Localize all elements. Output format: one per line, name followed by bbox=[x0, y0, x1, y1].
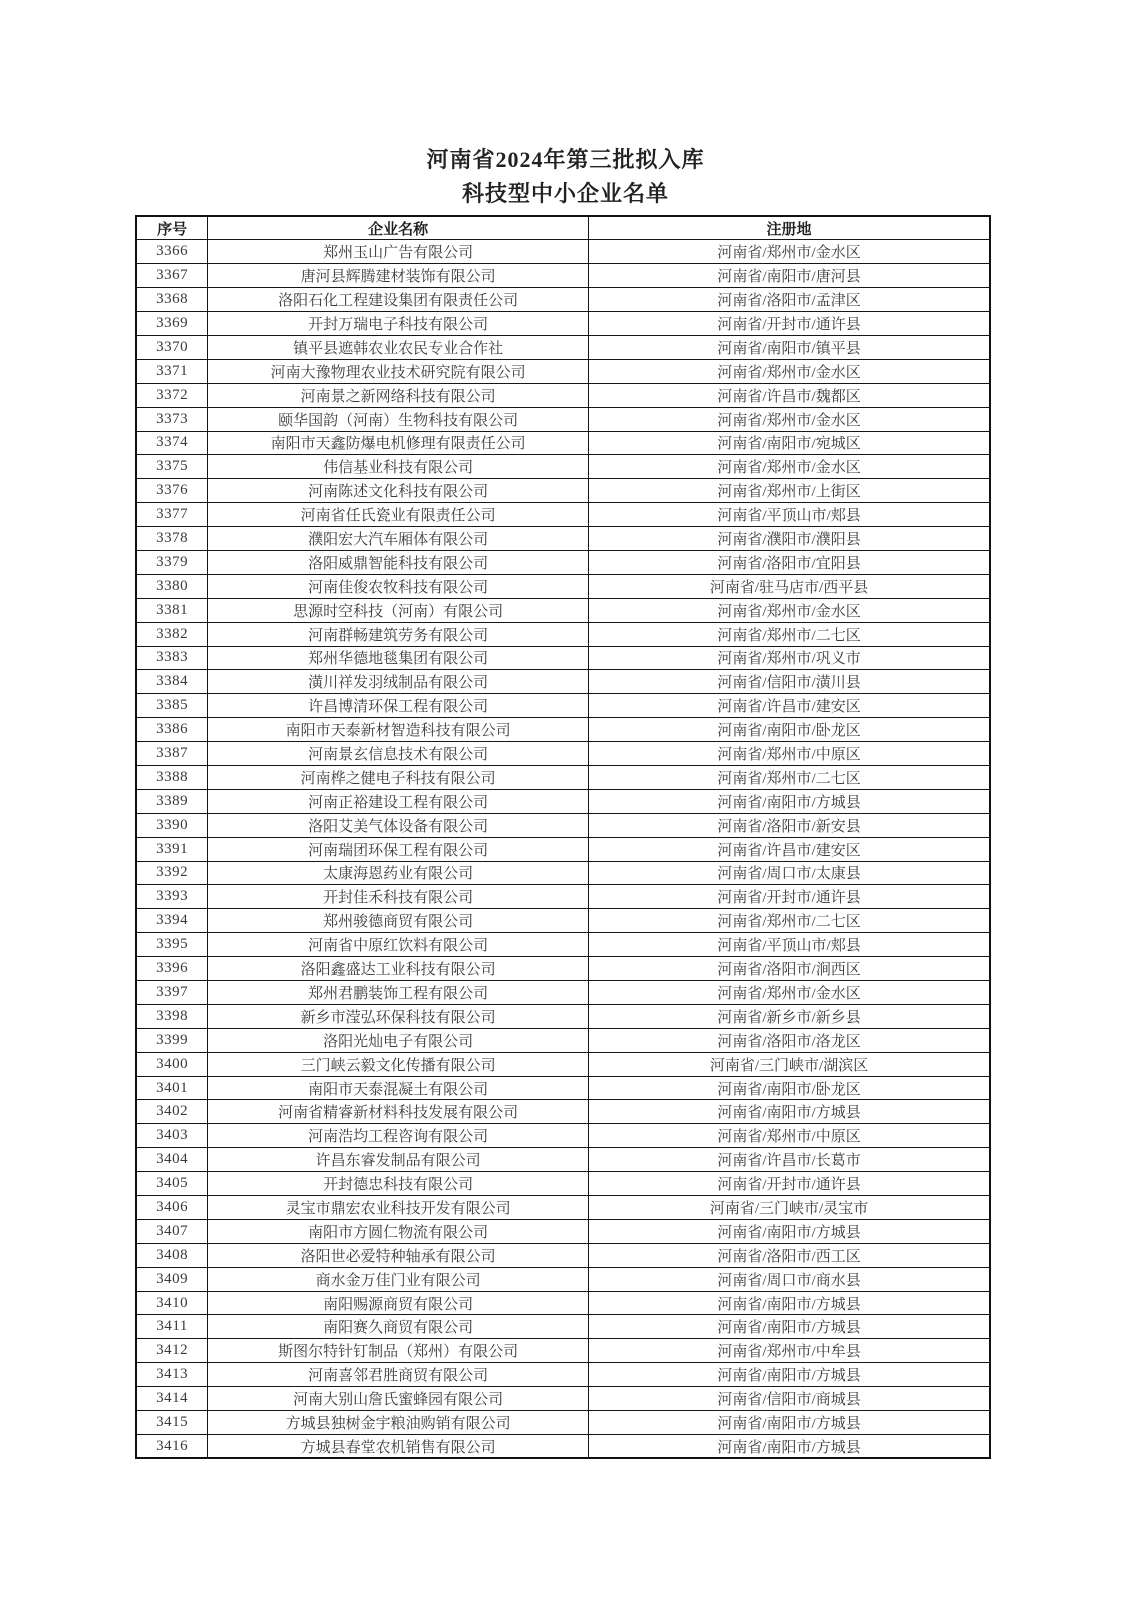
cell-registration-place: 河南省/平顶山市/郏县 bbox=[589, 933, 990, 957]
cell-registration-place: 河南省/郑州市/二七区 bbox=[589, 909, 990, 933]
cell-company-name: 许昌东睿发制品有限公司 bbox=[208, 1148, 589, 1172]
cell-registration-place: 河南省/南阳市/方城县 bbox=[589, 1100, 990, 1124]
cell-serial: 3396 bbox=[136, 957, 208, 981]
cell-company-name: 新乡市滢弘环保科技有限公司 bbox=[208, 1004, 589, 1028]
cell-company-name: 南阳市天泰新材智造科技有限公司 bbox=[208, 718, 589, 742]
cell-serial: 3383 bbox=[136, 646, 208, 670]
document-title-line2: 科技型中小企业名单 bbox=[461, 181, 669, 206]
cell-registration-place: 河南省/南阳市/唐河县 bbox=[589, 264, 990, 288]
cell-registration-place: 河南省/南阳市/方城县 bbox=[589, 789, 990, 813]
cell-serial: 3384 bbox=[136, 670, 208, 694]
table-row bbox=[136, 1148, 990, 1172]
cell-company-name: 南阳赐源商贸有限公司 bbox=[208, 1291, 589, 1315]
cell-serial: 3409 bbox=[136, 1267, 208, 1291]
cell-serial: 3366 bbox=[136, 240, 208, 264]
cell-registration-place: 河南省/三门峡市/湖滨区 bbox=[589, 1052, 990, 1076]
cell-serial: 3403 bbox=[136, 1124, 208, 1148]
table-row bbox=[136, 909, 990, 933]
cell-company-name: 河南陈述文化科技有限公司 bbox=[208, 479, 589, 503]
cell-registration-place: 河南省/郑州市/中牟县 bbox=[589, 1339, 990, 1363]
table-row bbox=[136, 933, 990, 957]
cell-registration-place: 河南省/洛阳市/洛龙区 bbox=[589, 1028, 990, 1052]
table-row bbox=[136, 479, 990, 503]
cell-serial: 3395 bbox=[136, 933, 208, 957]
cell-serial: 3372 bbox=[136, 383, 208, 407]
company-list-table bbox=[135, 215, 991, 1459]
table-row bbox=[136, 718, 990, 742]
cell-registration-place: 河南省/开封市/通许县 bbox=[589, 885, 990, 909]
table-row bbox=[136, 1100, 990, 1124]
cell-registration-place: 河南省/南阳市/镇平县 bbox=[589, 335, 990, 359]
cell-registration-place: 河南省/南阳市/方城县 bbox=[589, 1434, 990, 1458]
cell-registration-place: 河南省/洛阳市/宜阳县 bbox=[589, 550, 990, 574]
cell-company-name: 许昌博清环保工程有限公司 bbox=[208, 694, 589, 718]
cell-company-name: 洛阳威鼎智能科技有限公司 bbox=[208, 550, 589, 574]
table-row bbox=[136, 1076, 990, 1100]
cell-company-name: 郑州骏德商贸有限公司 bbox=[208, 909, 589, 933]
cell-registration-place: 河南省/南阳市/方城县 bbox=[589, 1363, 990, 1387]
cell-company-name: 伟信基业科技有限公司 bbox=[208, 455, 589, 479]
cell-serial: 3386 bbox=[136, 718, 208, 742]
cell-company-name: 河南群畅建筑劳务有限公司 bbox=[208, 622, 589, 646]
cell-serial: 3392 bbox=[136, 861, 208, 885]
cell-registration-place: 河南省/周口市/商水县 bbox=[589, 1267, 990, 1291]
table-row bbox=[136, 622, 990, 646]
cell-serial: 3399 bbox=[136, 1028, 208, 1052]
table-row bbox=[136, 1243, 990, 1267]
cell-registration-place: 河南省/南阳市/方城县 bbox=[589, 1291, 990, 1315]
table-row bbox=[136, 312, 990, 336]
cell-company-name: 河南景之新网络科技有限公司 bbox=[208, 383, 589, 407]
table-row bbox=[136, 1339, 990, 1363]
cell-registration-place: 河南省/南阳市/方城县 bbox=[589, 1315, 990, 1339]
cell-registration-place: 河南省/许昌市/建安区 bbox=[589, 694, 990, 718]
cell-registration-place: 河南省/洛阳市/涧西区 bbox=[589, 957, 990, 981]
cell-company-name: 河南佳俊农牧科技有限公司 bbox=[208, 574, 589, 598]
cell-registration-place: 河南省/郑州市/上街区 bbox=[589, 479, 990, 503]
cell-registration-place: 河南省/信阳市/潢川县 bbox=[589, 670, 990, 694]
header-registration-place: 注册地 bbox=[589, 216, 990, 240]
table-row bbox=[136, 1124, 990, 1148]
cell-serial: 3400 bbox=[136, 1052, 208, 1076]
table-row bbox=[136, 1363, 990, 1387]
cell-company-name: 商水金万佳门业有限公司 bbox=[208, 1267, 589, 1291]
cell-serial: 3381 bbox=[136, 598, 208, 622]
cell-company-name: 开封德忠科技有限公司 bbox=[208, 1172, 589, 1196]
table-row bbox=[136, 694, 990, 718]
table-row bbox=[136, 1028, 990, 1052]
cell-registration-place: 河南省/郑州市/巩义市 bbox=[589, 646, 990, 670]
cell-company-name: 南阳市方圆仁物流有限公司 bbox=[208, 1219, 589, 1243]
cell-serial: 3374 bbox=[136, 431, 208, 455]
cell-serial: 3370 bbox=[136, 335, 208, 359]
cell-company-name: 河南喜邻君胜商贸有限公司 bbox=[208, 1363, 589, 1387]
cell-serial: 3378 bbox=[136, 527, 208, 551]
table-row bbox=[136, 598, 990, 622]
cell-serial: 3388 bbox=[136, 765, 208, 789]
table-body bbox=[136, 240, 990, 1458]
cell-registration-place: 河南省/平顶山市/郏县 bbox=[589, 503, 990, 527]
cell-registration-place: 河南省/南阳市/方城县 bbox=[589, 1411, 990, 1435]
cell-registration-place: 河南省/三门峡市/灵宝市 bbox=[589, 1196, 990, 1220]
cell-registration-place: 河南省/郑州市/金水区 bbox=[589, 240, 990, 264]
table-row bbox=[136, 957, 990, 981]
cell-registration-place: 河南省/洛阳市/孟津区 bbox=[589, 288, 990, 312]
cell-serial: 3389 bbox=[136, 789, 208, 813]
cell-company-name: 河南正裕建设工程有限公司 bbox=[208, 789, 589, 813]
cell-registration-place: 河南省/濮阳市/濮阳县 bbox=[589, 527, 990, 551]
cell-serial: 3390 bbox=[136, 813, 208, 837]
cell-registration-place: 河南省/南阳市/卧龙区 bbox=[589, 1076, 990, 1100]
cell-registration-place: 河南省/郑州市/中原区 bbox=[589, 1124, 990, 1148]
cell-company-name: 洛阳世必爱特种轴承有限公司 bbox=[208, 1243, 589, 1267]
table-row bbox=[136, 885, 990, 909]
cell-serial: 3408 bbox=[136, 1243, 208, 1267]
cell-company-name: 濮阳宏大汽车厢体有限公司 bbox=[208, 527, 589, 551]
cell-serial: 3394 bbox=[136, 909, 208, 933]
cell-serial: 3379 bbox=[136, 550, 208, 574]
cell-serial: 3380 bbox=[136, 574, 208, 598]
cell-serial: 3377 bbox=[136, 503, 208, 527]
table-row bbox=[136, 550, 990, 574]
table-row bbox=[136, 359, 990, 383]
cell-company-name: 南阳市天鑫防爆电机修理有限责任公司 bbox=[208, 431, 589, 455]
table-row bbox=[136, 1387, 990, 1411]
cell-company-name: 太康海恩药业有限公司 bbox=[208, 861, 589, 885]
cell-company-name: 河南大别山詹氏蜜蜂园有限公司 bbox=[208, 1387, 589, 1411]
cell-company-name: 河南省任氏瓷业有限责任公司 bbox=[208, 503, 589, 527]
table-row bbox=[136, 670, 990, 694]
header-company-name: 企业名称 bbox=[208, 216, 589, 240]
cell-serial: 3368 bbox=[136, 288, 208, 312]
cell-serial: 3413 bbox=[136, 1363, 208, 1387]
table-row bbox=[136, 288, 990, 312]
cell-serial: 3412 bbox=[136, 1339, 208, 1363]
document-title-line1: 河南省2024年第三批拟入库 bbox=[426, 147, 705, 172]
table-row bbox=[136, 981, 990, 1005]
cell-company-name: 潢川祥发羽绒制品有限公司 bbox=[208, 670, 589, 694]
table-header bbox=[136, 216, 990, 240]
cell-registration-place: 河南省/郑州市/中原区 bbox=[589, 742, 990, 766]
cell-serial: 3405 bbox=[136, 1172, 208, 1196]
table-row bbox=[136, 431, 990, 455]
cell-registration-place: 河南省/南阳市/方城县 bbox=[589, 1219, 990, 1243]
cell-company-name: 洛阳石化工程建设集团有限责任公司 bbox=[208, 288, 589, 312]
cell-serial: 3404 bbox=[136, 1148, 208, 1172]
cell-company-name: 南阳赛久商贸有限公司 bbox=[208, 1315, 589, 1339]
cell-registration-place: 河南省/许昌市/建安区 bbox=[589, 837, 990, 861]
cell-registration-place: 河南省/郑州市/金水区 bbox=[589, 455, 990, 479]
cell-registration-place: 河南省/许昌市/长葛市 bbox=[589, 1148, 990, 1172]
cell-serial: 3367 bbox=[136, 264, 208, 288]
table-row bbox=[136, 1291, 990, 1315]
table-row bbox=[136, 383, 990, 407]
cell-registration-place: 河南省/郑州市/金水区 bbox=[589, 407, 990, 431]
table-row bbox=[136, 264, 990, 288]
cell-registration-place: 河南省/周口市/太康县 bbox=[589, 861, 990, 885]
table-row bbox=[136, 240, 990, 264]
cell-company-name: 南阳市天泰混凝土有限公司 bbox=[208, 1076, 589, 1100]
cell-serial: 3397 bbox=[136, 981, 208, 1005]
table-row bbox=[136, 1411, 990, 1435]
cell-registration-place: 河南省/郑州市/二七区 bbox=[589, 765, 990, 789]
cell-serial: 3385 bbox=[136, 694, 208, 718]
cell-serial: 3410 bbox=[136, 1291, 208, 1315]
cell-company-name: 斯图尔特针钉制品（郑州）有限公司 bbox=[208, 1339, 589, 1363]
cell-registration-place: 河南省/驻马店市/西平县 bbox=[589, 574, 990, 598]
cell-serial: 3402 bbox=[136, 1100, 208, 1124]
cell-serial: 3382 bbox=[136, 622, 208, 646]
cell-registration-place: 河南省/开封市/通许县 bbox=[589, 312, 990, 336]
cell-serial: 3373 bbox=[136, 407, 208, 431]
cell-serial: 3371 bbox=[136, 359, 208, 383]
cell-serial: 3414 bbox=[136, 1387, 208, 1411]
cell-serial: 3391 bbox=[136, 837, 208, 861]
cell-serial: 3416 bbox=[136, 1434, 208, 1458]
table-row bbox=[136, 861, 990, 885]
table-row bbox=[136, 1196, 990, 1220]
table-row bbox=[136, 527, 990, 551]
cell-serial: 3411 bbox=[136, 1315, 208, 1339]
table-row bbox=[136, 1434, 990, 1458]
cell-company-name: 镇平县遮韩农业农民专业合作社 bbox=[208, 335, 589, 359]
cell-company-name: 河南省精睿新材料科技发展有限公司 bbox=[208, 1100, 589, 1124]
table-row bbox=[136, 503, 990, 527]
cell-registration-place: 河南省/郑州市/金水区 bbox=[589, 598, 990, 622]
table-row bbox=[136, 1172, 990, 1196]
cell-company-name: 郑州玉山广告有限公司 bbox=[208, 240, 589, 264]
cell-serial: 3369 bbox=[136, 312, 208, 336]
cell-registration-place: 河南省/南阳市/宛城区 bbox=[589, 431, 990, 455]
cell-company-name: 开封万瑞电子科技有限公司 bbox=[208, 312, 589, 336]
cell-company-name: 三门峡云毅文化传播有限公司 bbox=[208, 1052, 589, 1076]
table-row bbox=[136, 789, 990, 813]
cell-company-name: 洛阳艾美气体设备有限公司 bbox=[208, 813, 589, 837]
table-row bbox=[136, 742, 990, 766]
cell-registration-place: 河南省/洛阳市/西工区 bbox=[589, 1243, 990, 1267]
cell-serial: 3393 bbox=[136, 885, 208, 909]
cell-company-name: 洛阳光灿电子有限公司 bbox=[208, 1028, 589, 1052]
table-row bbox=[136, 407, 990, 431]
cell-company-name: 郑州君鹏装饰工程有限公司 bbox=[208, 981, 589, 1005]
cell-company-name: 方城县春堂农机销售有限公司 bbox=[208, 1434, 589, 1458]
cell-serial: 3376 bbox=[136, 479, 208, 503]
cell-company-name: 河南桦之健电子科技有限公司 bbox=[208, 765, 589, 789]
cell-serial: 3407 bbox=[136, 1219, 208, 1243]
cell-serial: 3406 bbox=[136, 1196, 208, 1220]
cell-registration-place: 河南省/郑州市/金水区 bbox=[589, 359, 990, 383]
cell-serial: 3415 bbox=[136, 1411, 208, 1435]
cell-company-name: 洛阳鑫盛达工业科技有限公司 bbox=[208, 957, 589, 981]
cell-company-name: 郑州华德地毯集团有限公司 bbox=[208, 646, 589, 670]
cell-registration-place: 河南省/南阳市/卧龙区 bbox=[589, 718, 990, 742]
table-row bbox=[136, 646, 990, 670]
cell-company-name: 唐河县辉腾建材装饰有限公司 bbox=[208, 264, 589, 288]
table-header-row bbox=[136, 216, 990, 240]
cell-registration-place: 河南省/开封市/通许县 bbox=[589, 1172, 990, 1196]
cell-company-name: 河南大豫物理农业技术研究院有限公司 bbox=[208, 359, 589, 383]
cell-registration-place: 河南省/新乡市/新乡县 bbox=[589, 1004, 990, 1028]
table-row bbox=[136, 1052, 990, 1076]
table-row bbox=[136, 574, 990, 598]
table-row bbox=[136, 813, 990, 837]
table-row bbox=[136, 765, 990, 789]
cell-registration-place: 河南省/许昌市/魏都区 bbox=[589, 383, 990, 407]
cell-company-name: 河南省中原红饮料有限公司 bbox=[208, 933, 589, 957]
cell-company-name: 灵宝市鼎宏农业科技开发有限公司 bbox=[208, 1196, 589, 1220]
cell-serial: 3375 bbox=[136, 455, 208, 479]
table-row bbox=[136, 1004, 990, 1028]
cell-company-name: 河南瑞团环保工程有限公司 bbox=[208, 837, 589, 861]
header-serial-number: 序号 bbox=[136, 216, 208, 240]
table-row bbox=[136, 1315, 990, 1339]
table-row bbox=[136, 1267, 990, 1291]
cell-company-name: 河南浩均工程咨询有限公司 bbox=[208, 1124, 589, 1148]
cell-company-name: 方城县独树金宇粮油购销有限公司 bbox=[208, 1411, 589, 1435]
cell-serial: 3387 bbox=[136, 742, 208, 766]
cell-registration-place: 河南省/信阳市/商城县 bbox=[589, 1387, 990, 1411]
table-row bbox=[136, 335, 990, 359]
document-title bbox=[0, 143, 1131, 211]
cell-company-name: 河南景玄信息技术有限公司 bbox=[208, 742, 589, 766]
cell-serial: 3401 bbox=[136, 1076, 208, 1100]
table-row bbox=[136, 837, 990, 861]
cell-registration-place: 河南省/洛阳市/新安县 bbox=[589, 813, 990, 837]
table-row bbox=[136, 1219, 990, 1243]
cell-company-name: 思源时空科技（河南）有限公司 bbox=[208, 598, 589, 622]
table-row bbox=[136, 455, 990, 479]
cell-registration-place: 河南省/郑州市/金水区 bbox=[589, 981, 990, 1005]
cell-registration-place: 河南省/郑州市/二七区 bbox=[589, 622, 990, 646]
cell-serial: 3398 bbox=[136, 1004, 208, 1028]
cell-company-name: 颐华国韵（河南）生物科技有限公司 bbox=[208, 407, 589, 431]
cell-company-name: 开封佳禾科技有限公司 bbox=[208, 885, 589, 909]
